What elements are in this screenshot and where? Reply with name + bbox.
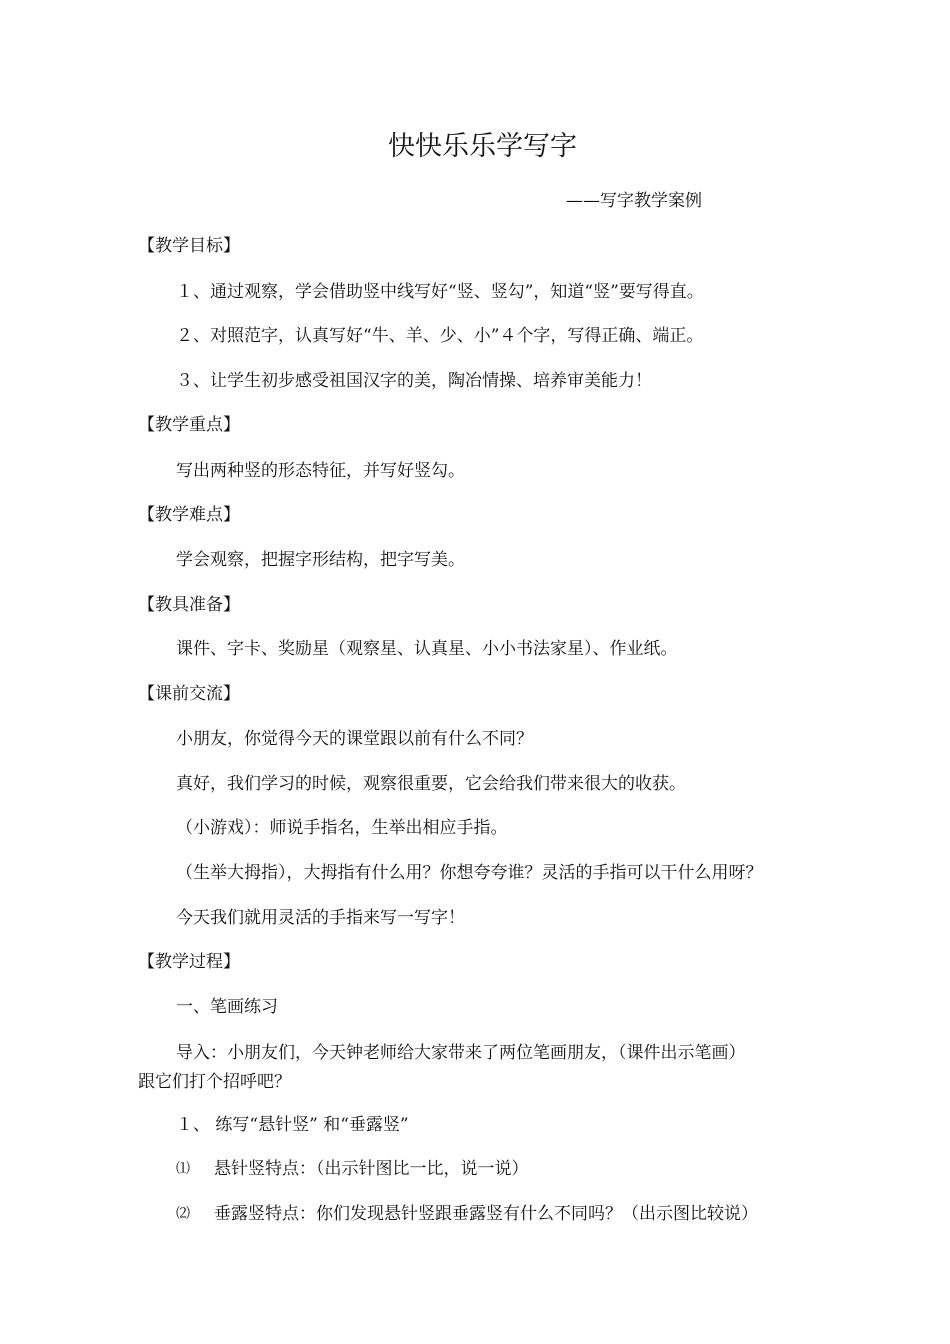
goal-item: １、通过观察，学会借助竖中线写好“竖、竖勾”，知道“竖”要写得直。 <box>176 282 704 302</box>
warmup-line: 小朋友，你觉得今天的课堂跟以前有什么不同？ <box>176 729 533 749</box>
process-intro-line: 跟它们打个招呼吧？ <box>138 1072 291 1092</box>
warmup-line: （小游戏）：师说手指名，生举出相应手指。 <box>176 818 508 838</box>
sub-item-number: ⑵ <box>176 1206 190 1222</box>
process-intro-line: 导入：小朋友们，今天钟老师给大家带来了两位笔画朋友，（课件出示笔画） <box>176 1043 746 1063</box>
page-title: 快快乐乐学写字 <box>388 131 577 162</box>
tools-text: 课件、字卡、奖励星（观察星、认真星、小小书法家星）、作业纸。 <box>176 639 678 659</box>
process-item: １、 练写“悬针竖” 和“垂露竖” <box>176 1115 409 1135</box>
page-subtitle: ——写字教学案例 <box>566 191 702 211</box>
section-heading-difficulties: 【教学难点】 <box>138 505 240 525</box>
process-part-heading: 一、笔画练习 <box>176 997 278 1017</box>
section-heading-process: 【教学过程】 <box>138 952 240 972</box>
section-heading-warmup: 【课前交流】 <box>138 684 240 704</box>
sub-item-number: ⑴ <box>176 1161 190 1177</box>
warmup-line: 真好，我们学习的时候，观察很重要，它会给我们带来很大的收获。 <box>176 774 686 794</box>
key-points-text: 写出两种竖的形态特征，并写好竖勾。 <box>176 461 465 481</box>
warmup-line: 今天我们就用灵活的手指来写一写字！ <box>176 908 465 928</box>
sub-item-text: 垂露竖特点：你们发现悬针竖跟垂露竖有什么不同吗？（出示图比较说） <box>214 1204 758 1224</box>
goal-item: ３、让学生初步感受祖国汉字的美，陶冶情操、培养审美能力！ <box>176 371 652 391</box>
section-heading-tools: 【教具准备】 <box>138 595 240 615</box>
sub-item-text: 悬针竖特点：（出示针图比一比，说一说） <box>214 1159 529 1179</box>
section-heading-key-points: 【教学重点】 <box>138 415 240 435</box>
section-heading-goals: 【教学目标】 <box>138 236 240 256</box>
goal-item: ２、对照范字，认真写好“牛、羊、少、小”４个字，写得正确、端正。 <box>176 326 704 346</box>
warmup-line: （生举大拇指），大拇指有什么用？你想夸夸谁？灵活的手指可以干什么用呀？ <box>176 863 763 883</box>
difficulties-text: 学会观察，把握字形结构，把字写美。 <box>176 550 465 570</box>
